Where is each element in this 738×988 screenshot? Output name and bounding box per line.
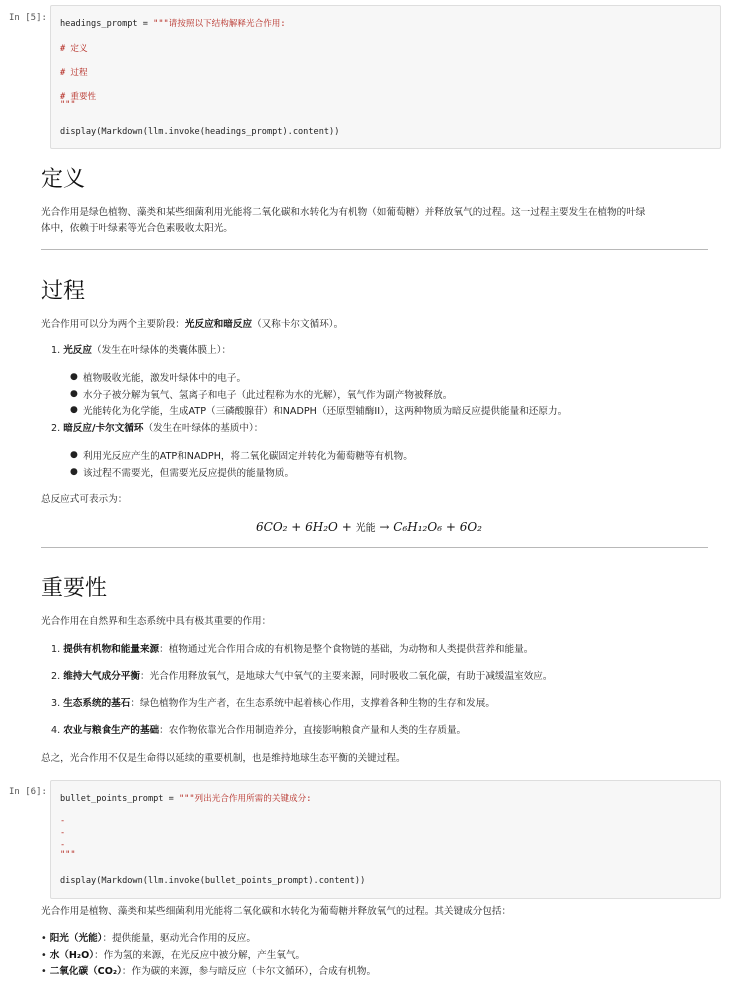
- code-line: -: [60, 816, 66, 826]
- code-line: # 重要性: [60, 92, 97, 102]
- paragraph-total-equation: 总反应式可表示为：: [41, 494, 128, 505]
- paragraph-components-intro: 光合作用是植物、藻类和某些细菌利用光能将二氧化碳和水转化为葡萄糖并释放氧气的过程。其关键成分包括：: [41, 906, 512, 917]
- component-item: • 二氧化碳（CO₂）：作为碳的来源，参与暗反应（卡尔文循环），合成有机物。: [41, 966, 377, 977]
- bullet-dot: ●: [70, 405, 78, 415]
- stage-light-reaction: 1. 光反应（发生在叶绿体的类囊体膜上）：: [51, 345, 232, 356]
- paragraph-definition: 光合作用是绿色植物、藻类和某些细菌利用光能将二氧化碳和水转化为有机物（如葡萄糖）并释放氧气的过程。这一过程主要发生在植物的叶绿 体中，依赖于叶绿素等光合色素吸收太阳光。: [41, 207, 646, 234]
- code-line: bullet_points_prompt = """列出光合作用所需的关键成分:: [60, 794, 312, 804]
- code-line: """: [60, 100, 76, 110]
- component-item: • 阳光（光能）：提供能量，驱动光合作用的反应。: [41, 933, 256, 944]
- bullet-dot: ●: [70, 467, 78, 477]
- bullet-dot: ●: [70, 450, 78, 460]
- paragraph-summary: 总之，光合作用不仅是生命得以延续的重要机制，也是维持地球生态平衡的关键过程。: [41, 753, 406, 764]
- heading-definition: 定义: [41, 167, 86, 192]
- importance-item: 3. 生态系统的基石：绿色植物作为生产者，在生态系统中起着核心作用，支撑着各种生物的生存和发展。: [51, 698, 495, 709]
- list-item: 水分子被分解为氧气、氢离子和电子（此过程称为水的光解），氧气作为副产物被释放。: [83, 390, 453, 401]
- code-line: # 定义: [60, 44, 88, 54]
- code-cell-bullet-points[interactable]: [50, 780, 721, 899]
- photosynthesis-equation: 6CO₂ + 6H₂O + 光能 → C₆H₁₂O₆ + 6O₂: [256, 520, 482, 534]
- code-line: display(Markdown(llm.invoke(headings_prompt).content)): [60, 127, 340, 137]
- cell-prompt: In [5]:: [9, 13, 47, 23]
- importance-item: 2. 维持大气成分平衡：光合作用释放氧气，是地球大气中氧气的主要来源，同时吸收二氧化碳，有助于减缓温室效应。: [51, 671, 553, 682]
- list-item: 光能转化为化学能，生成ATP（三磷酸腺苷）和NADPH（还原型辅酶II），这两种物质为暗反应提供能量和还原力。: [83, 406, 568, 417]
- list-item: 该过程不需要光，但需要光反应提供的能量物质。: [83, 468, 295, 479]
- bullet-dot: ●: [70, 372, 78, 382]
- stage-dark-reaction: 2. 暗反应/卡尔文循环（发生在叶绿体的基质中）：: [51, 423, 264, 434]
- component-item: • 水（H₂O）：作为氢的来源，在光反应中被分解，产生氧气。: [41, 950, 306, 961]
- code-cell-headings[interactable]: [50, 5, 721, 149]
- list-item: 利用光反应产生的ATP和NADPH，将二氧化碳固定并转化为葡萄糖等有机物。: [83, 451, 413, 462]
- code-line: headings_prompt = """请按照以下结构解释光合作用:: [60, 19, 286, 29]
- code-line: display(Markdown(llm.invoke(bullet_points_prompt).content)): [60, 876, 366, 886]
- divider: [41, 547, 708, 548]
- list-item: 植物吸收光能，激发叶绿体中的电子。: [83, 373, 247, 384]
- bullet-dot: ●: [70, 389, 78, 399]
- importance-item: 4. 农业与粮食生产的基础：农作物依靠光合作用制造养分，直接影响粮食产量和人类的生存质量。: [51, 725, 467, 736]
- cell-prompt: In [6]:: [9, 787, 47, 797]
- code-line: # 过程: [60, 68, 88, 78]
- paragraph-importance: 光合作用在自然界和生态系统中具有极其重要的作用：: [41, 616, 272, 627]
- code-line: -: [60, 840, 66, 850]
- code-line: """: [60, 850, 76, 860]
- importance-item: 1. 提供有机物和能量来源：植物通过光合作用合成的有机物是整个食物链的基础，为动物和人类提供营养和能量。: [51, 644, 534, 655]
- paragraph-process: 光合作用可以分为两个主要阶段：光反应和暗反应（又称卡尔文循环）。: [41, 319, 344, 330]
- heading-process: 过程: [41, 279, 86, 304]
- divider: [41, 249, 708, 250]
- heading-importance: 重要性: [41, 576, 108, 601]
- code-line: -: [60, 828, 66, 838]
